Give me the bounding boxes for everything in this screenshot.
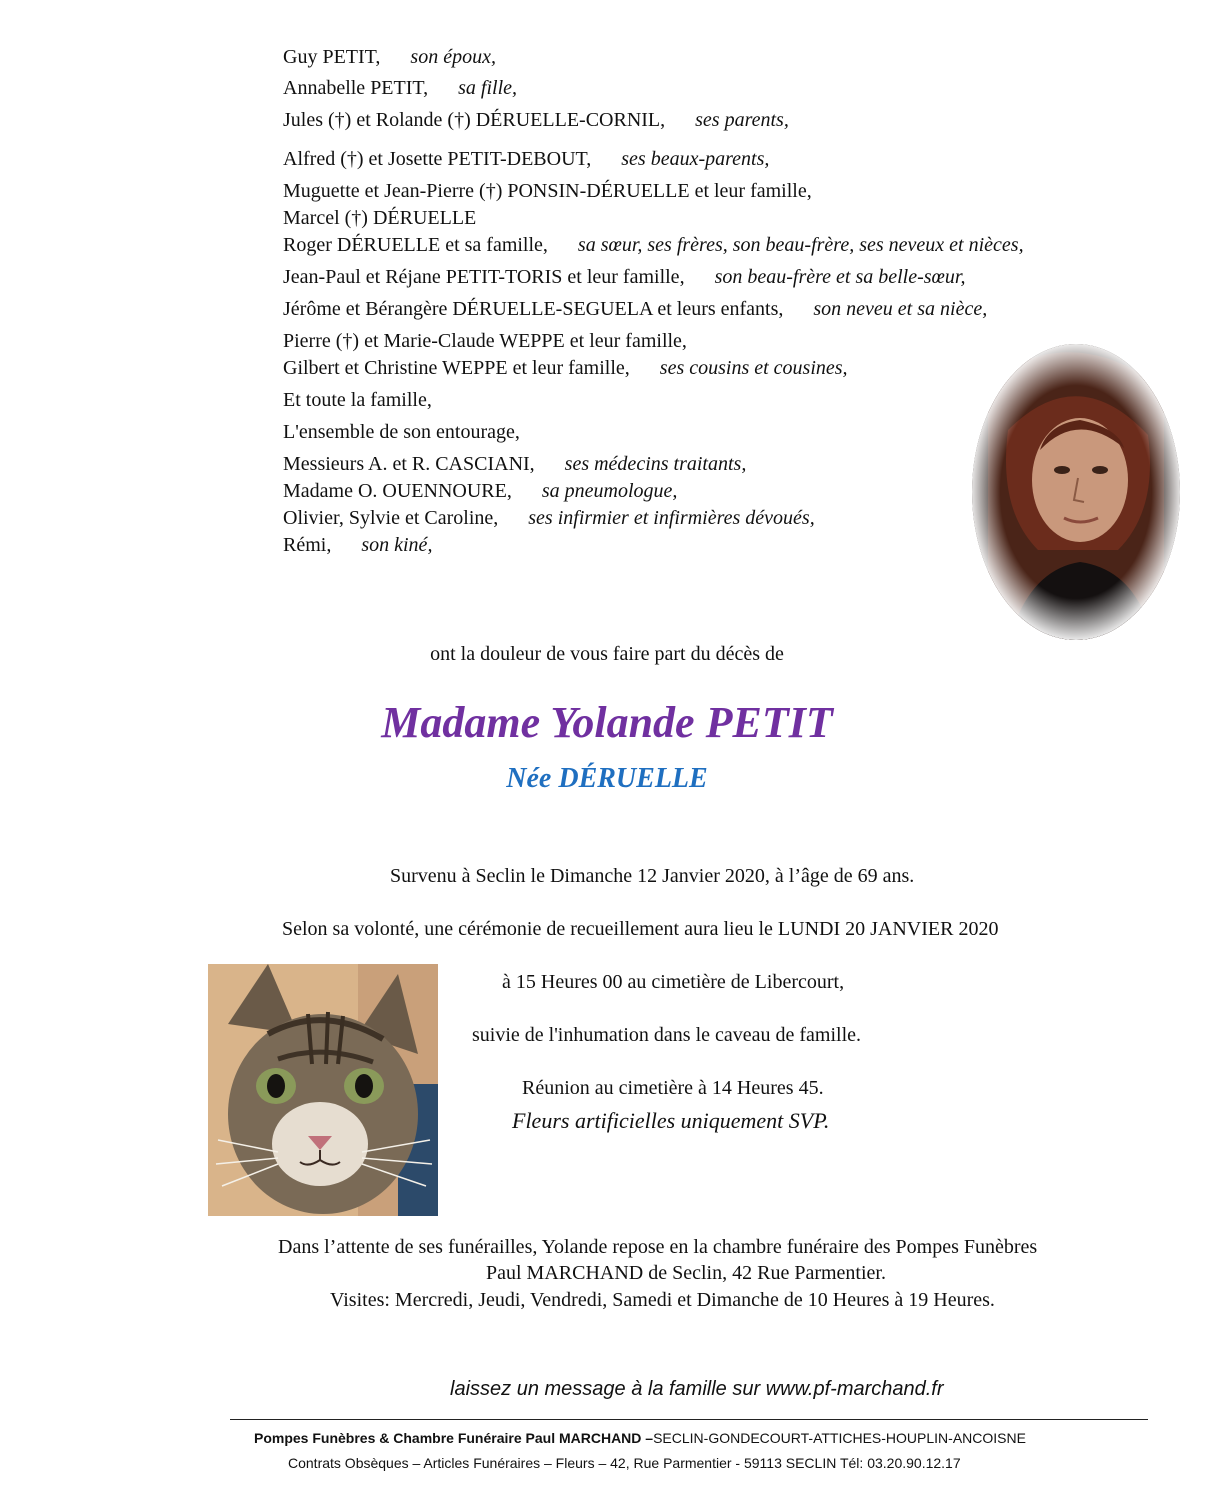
message-link[interactable]: laissez un message à la famille sur www.pf-marchand.fr: [450, 1378, 944, 1400]
family-role: sa sœur, ses frères, son beau-frère, ses neveux et nièces,: [577, 234, 1024, 256]
family-line-4: [283, 147, 769, 171]
family-line-5: [283, 179, 812, 203]
family-role: son beau-frère et sa belle-sœur,: [714, 266, 966, 288]
family-name: Pierre (†) et Marie-Claude WEPPE et leur famille,: [283, 330, 687, 352]
family-name: Annabelle PETIT,: [283, 77, 429, 99]
family-name: Olivier, Sylvie et Caroline,: [283, 507, 499, 529]
family-name: Messieurs A. et R. CASCIANI,: [283, 453, 535, 475]
family-line-11: [283, 356, 848, 380]
flowers-note: Fleurs artificielles uniquement SVP.: [512, 1108, 830, 1133]
family-line-2: [283, 76, 517, 100]
portrait-photo: [968, 340, 1184, 644]
ceremony-info: Selon sa volonté, une cérémonie de recueillement aura lieu le LUNDI 20 JANVIER 2020: [282, 918, 999, 940]
time-place-info: à 15 Heures 00 au cimetière de Libercourt,: [502, 971, 845, 993]
family-name: Madame O. OUENNOURE,: [283, 480, 512, 502]
family-line-16: [283, 506, 815, 530]
family-role: ses médecins traitants,: [564, 453, 747, 475]
family-line-13: [283, 420, 520, 444]
footer-company-line: [254, 1430, 1026, 1446]
resting-line-2: Paul MARCHAND de Seclin, 42 Rue Parmentier.: [486, 1262, 886, 1284]
family-name: Roger DÉRUELLE et sa famille,: [283, 234, 548, 256]
family-role: ses parents,: [695, 109, 789, 131]
resting-line-1: Dans l’attente de ses funérailles, Yolande repose en la chambre funéraire des Pompes Funèbres: [278, 1236, 1038, 1258]
family-role: ses beaux-parents,: [621, 148, 770, 170]
footer-company: Pompes Funèbres & Chambre Funéraire Paul MARCHAND –: [254, 1430, 654, 1446]
family-line-8: [283, 265, 965, 289]
family-role: son neveu et sa nièce,: [813, 298, 988, 320]
family-line-15: [283, 479, 677, 503]
footer-divider: [230, 1419, 1148, 1420]
maiden-name: Née DÉRUELLE: [506, 763, 708, 794]
death-info: Survenu à Seclin le Dimanche 12 Janvier 2020, à l’âge de 69 ans.: [390, 865, 915, 887]
family-name: Et toute la famille,: [283, 389, 432, 411]
family-name: L'ensemble de son entourage,: [283, 421, 520, 443]
family-line-14: [283, 452, 746, 476]
family-name: Jérôme et Bérangère DÉRUELLE-SEGUELA et leurs enfants,: [283, 298, 784, 320]
family-line-7: [283, 233, 1024, 257]
family-name: Guy PETIT,: [283, 46, 381, 68]
family-line-10: [283, 329, 687, 353]
family-line-17: [283, 533, 432, 557]
family-line-1: [283, 45, 496, 69]
deceased-name: Madame Yolande PETIT: [381, 698, 833, 747]
family-name: Jules (†) et Rolande (†) DÉRUELLE-CORNIL,: [283, 109, 666, 131]
family-name: Muguette et Jean-Pierre (†) PONSIN-DÉRUELLE et leur famille,: [283, 180, 812, 202]
family-name: Rémi,: [283, 534, 332, 556]
announcement-text: ont la douleur de vous faire part du décès de: [430, 643, 784, 665]
family-role: son kiné,: [361, 534, 433, 556]
family-line-9: [283, 297, 987, 321]
footer-towns: SECLIN-GONDECOURT-ATTICHES-HOUPLIN-ANCOISNE: [653, 1430, 1026, 1446]
meeting-info: Réunion au cimetière à 14 Heures 45.: [522, 1077, 824, 1099]
family-name: Marcel (†) DÉRUELLE: [283, 207, 477, 229]
resting-line-3: Visites: Mercredi, Jeudi, Vendredi, Samedi et Dimanche de 10 Heures à 19 Heures.: [330, 1289, 995, 1311]
family-role: ses cousins et cousines,: [659, 357, 848, 379]
family-role: sa pneumologue,: [541, 480, 678, 502]
footer-contact: Contrats Obsèques – Articles Funéraires – Fleurs – 42, Rue Parmentier - 59113 SECLIN Tél: 03.20.90.12.17: [288, 1455, 961, 1471]
burial-info: suivie de l'inhumation dans le caveau de famille.: [472, 1024, 862, 1046]
family-line-12: [283, 388, 432, 412]
family-role: son époux,: [410, 46, 496, 68]
cat-photo: [208, 964, 438, 1216]
family-role: sa fille,: [458, 77, 518, 99]
family-role: ses infirmier et infirmières dévoués,: [528, 507, 815, 529]
family-name: Alfred (†) et Josette PETIT-DEBOUT,: [283, 148, 592, 170]
family-name: Gilbert et Christine WEPPE et leur famille,: [283, 357, 630, 379]
family-name: Jean-Paul et Réjane PETIT-TORIS et leur famille,: [283, 266, 685, 288]
family-line-3: [283, 108, 789, 132]
family-line-6: [283, 206, 476, 230]
